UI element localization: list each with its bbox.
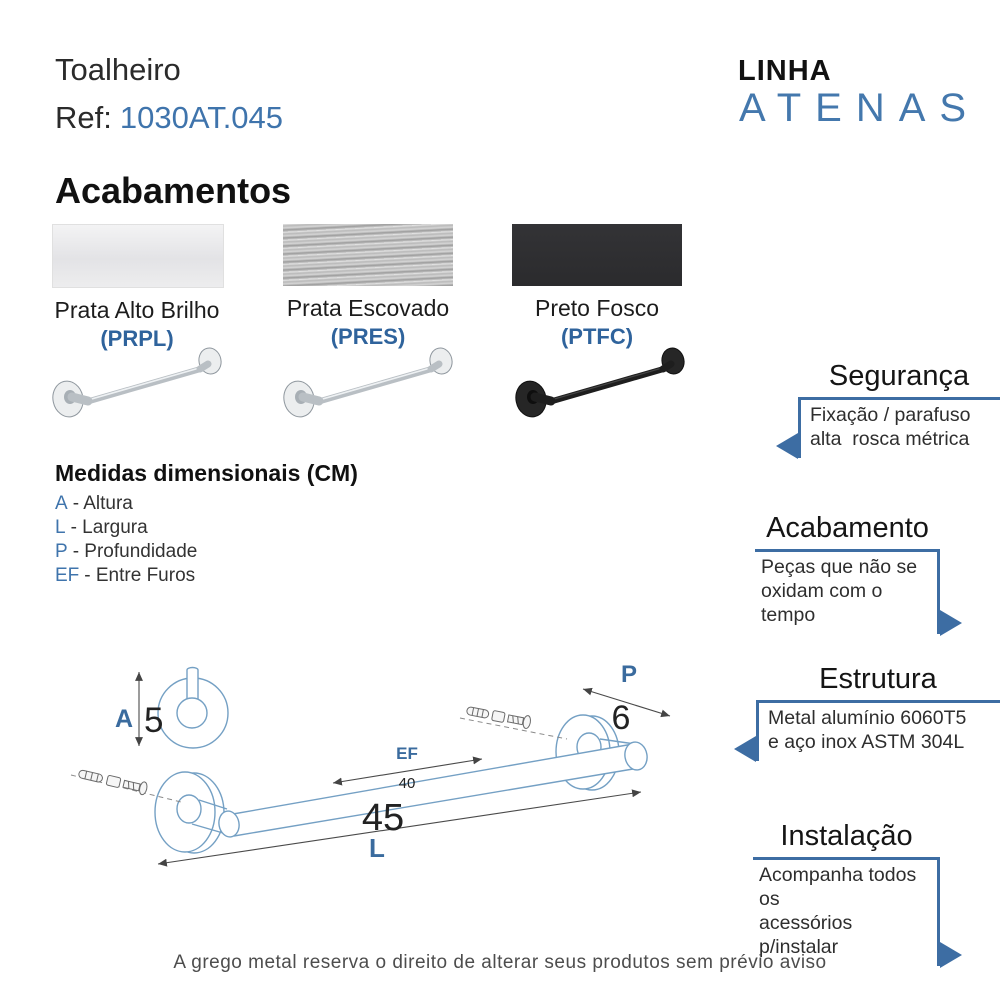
feature-seguranca <box>798 360 1000 458</box>
finish-name: Prata Alto Brilho <box>54 297 220 323</box>
feature-title: Acabamento <box>766 512 929 544</box>
legend-key: A <box>55 493 68 514</box>
feature-line: Metal alumínio 6060T5 <box>768 707 967 729</box>
dim-value-A: 5 <box>144 701 164 740</box>
dimensions-legend <box>55 492 197 588</box>
swatch-prata-alto-brilho <box>52 224 224 288</box>
feature-instalacao <box>753 820 940 966</box>
feature-box <box>753 857 940 966</box>
legend-item-entre-furos <box>55 564 197 588</box>
feature-line: oxidam com o tempo <box>761 580 888 626</box>
dim-value-EF: 40 <box>398 775 416 792</box>
line-name: ATENAS <box>739 86 981 130</box>
dimension-A <box>115 672 163 746</box>
finish-preto-fosco <box>512 224 682 350</box>
legend-key: L <box>55 517 66 538</box>
dim-value-L: 45 <box>361 797 405 839</box>
legend-label: - Entre Furos <box>84 565 196 586</box>
swatch-preto-fosco <box>512 224 682 286</box>
feature-acabamento <box>755 512 940 634</box>
legend-key: P <box>55 541 68 562</box>
feature-title: Instalação <box>780 820 913 852</box>
feature-line: Fixação / parafuso <box>810 404 971 426</box>
feature-line: Acompanha todos os <box>759 864 922 910</box>
finish-name: Prata Escovado <box>286 295 450 321</box>
feature-title: Estrutura <box>819 663 937 695</box>
finish-code: (PRES) <box>330 324 406 349</box>
dimensions-heading: Medidas dimensionais (CM) <box>55 460 358 486</box>
legend-key: EF <box>55 565 80 586</box>
line-label: LINHA <box>738 55 832 87</box>
technical-drawing <box>55 640 700 930</box>
finish-code: (PTFC) <box>560 324 634 349</box>
feature-box <box>798 397 1000 458</box>
feature-line: Peças que não se <box>761 556 918 578</box>
legend-item-largura <box>55 516 197 540</box>
product-name: Toalheiro <box>55 52 181 87</box>
feature-line: acessórios p/instalar <box>759 912 858 958</box>
feature-line: alta rosca métrica <box>810 428 970 450</box>
feature-estrutura <box>756 663 1000 761</box>
product-photo-chrome-2 <box>263 342 473 427</box>
legend-label: - Profundidade <box>72 541 198 562</box>
dim-label-A: A <box>115 705 134 733</box>
right-screw <box>460 704 567 739</box>
dim-label-EF: EF <box>396 744 418 763</box>
finishes-heading: Acabamentos <box>55 170 292 211</box>
feature-box <box>755 549 940 634</box>
left-wall-flange <box>155 772 227 853</box>
finish-prata-escovado <box>283 224 453 350</box>
dim-label-P: P <box>620 661 638 688</box>
arrow-left-icon <box>734 736 756 762</box>
feature-title: Segurança <box>828 360 970 392</box>
footer-disclaimer: A grego metal reserva o direito de alterar seus produtos sem prévio aviso <box>173 952 827 973</box>
legend-label: - Largura <box>70 517 148 538</box>
finish-prata-alto-brilho <box>52 224 222 352</box>
finish-name: Preto Fosco <box>535 295 659 321</box>
product-photo-chrome-1 <box>32 342 242 427</box>
dim-value-P: 6 <box>611 699 631 737</box>
arrow-left-icon <box>776 433 798 459</box>
ref-label: Ref: <box>55 100 112 135</box>
product-photo-black <box>495 342 705 427</box>
reference-line <box>55 100 283 136</box>
dim-label-L: L <box>369 833 385 863</box>
legend-label: - Altura <box>72 493 133 514</box>
ref-value: 1030AT.045 <box>119 100 284 135</box>
legend-item-profundidade <box>55 540 197 564</box>
front-view-flange <box>158 668 228 749</box>
feature-line: e aço inox ASTM 304L <box>768 731 965 753</box>
arrow-right-icon <box>940 610 962 636</box>
legend-item-altura <box>55 492 197 516</box>
finish-code: (PRPL) <box>100 326 174 351</box>
feature-box <box>756 700 1000 761</box>
swatch-prata-escovado <box>283 224 453 286</box>
